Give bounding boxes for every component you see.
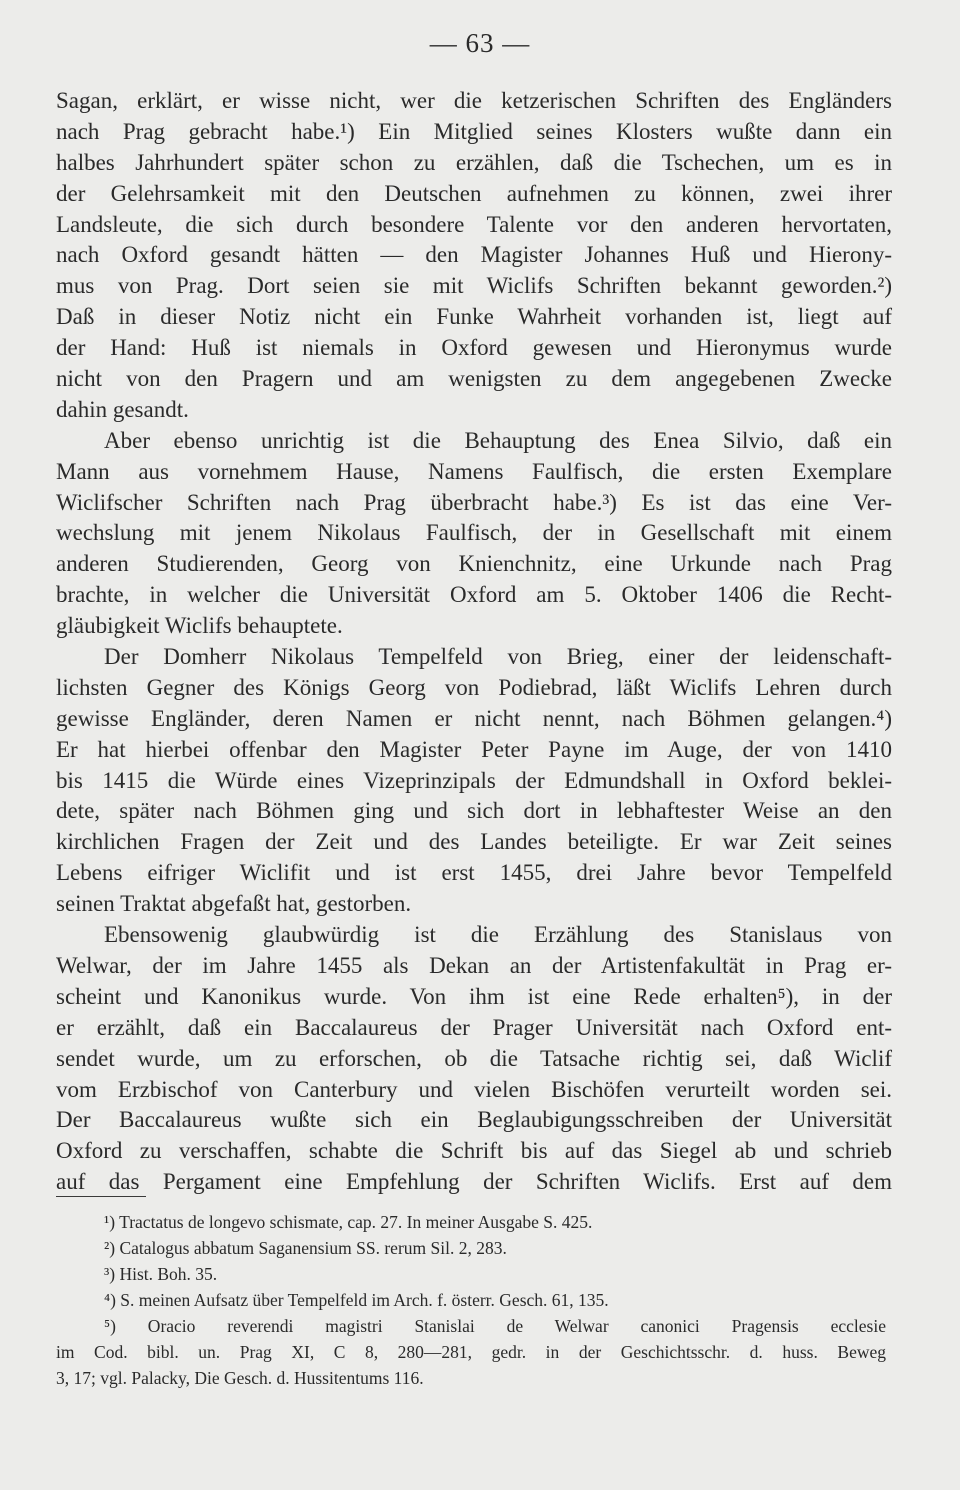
footnote: ³) Hist. Boh. 35. xyxy=(104,1264,218,1284)
footnote: ¹) Tractatus de longevo schismate, cap. 27. In meiner Ausgabe S. 425. xyxy=(104,1212,593,1232)
text-line: Mann aus vornehmem Hause, Namens Faulfisch, die ersten Exemplare xyxy=(56,458,892,484)
footnote: ⁵) Oracio reverendi magistri Stanislai de Welwar canonici Pragensis ecclesie xyxy=(104,1316,886,1336)
text-line: auf das Pergament eine Empfehlung der Schriften Wiclifs. Erst auf dem xyxy=(56,1169,892,1195)
footnote: ²) Catalogus abbatum Saganensium SS. rerum Sil. 2, 283. xyxy=(104,1238,507,1258)
footnote-continuation: 3, 17; vgl. Palacky, Die Gesch. d. Hussitentums 116. xyxy=(56,1368,424,1388)
text-line: scheint und Kanonikus wurde. Von ihm ist eine Rede erhalten⁵), in der xyxy=(56,983,892,1009)
footnote-continuation: im Cod. bibl. un. Prag XI, C 8, 280—281, gedr. in der Geschichtsschr. d. huss. Beweg xyxy=(56,1342,886,1362)
text-line: Oxford zu verschaffen, schabte die Schrift bis auf das Siegel ab und schrieb xyxy=(56,1138,892,1164)
text-line: er erzählt, daß ein Baccalaureus der Prager Universität nach Oxford ent- xyxy=(56,1014,892,1040)
text-line: dahin gesandt. xyxy=(56,396,189,422)
paragraph-start: Aber ebenso unrichtig ist die Behauptung des Enea Silvio, daß ein xyxy=(104,427,892,453)
text-line: lichsten Gegner des Königs Georg von Podiebrad, läßt Wiclifs Lehren durch xyxy=(56,674,892,700)
text-line: Welwar, der im Jahre 1455 als Dekan an der Artistenfakultät in Prag er- xyxy=(56,952,892,978)
text-line: der Gelehrsamkeit mit den Deutschen aufnehmen zu können, zwei ihrer xyxy=(56,180,892,206)
text-line: Er hat hierbei offenbar den Magister Peter Payne im Auge, der von 1410 xyxy=(56,736,892,762)
text-line: Wiclifscher Schriften nach Prag überbracht habe.³) Es ist das eine Ver- xyxy=(56,489,892,515)
text-line: Der Baccalaureus wußte sich ein Beglaubigungsschreiben der Universität xyxy=(56,1107,892,1133)
text-line: anderen Studierenden, Georg von Knienchnitz, eine Urkunde nach Prag xyxy=(56,551,892,577)
footnotes xyxy=(56,1209,886,1391)
footnote: ⁴) S. meinen Aufsatz über Tempelfeld im Arch. f. österr. Gesch. 61, 135. xyxy=(104,1290,609,1310)
text-line: halbes Jahrhundert später schon zu erzählen, daß die Tschechen, um es in xyxy=(56,149,892,175)
text-line: Sagan, erklärt, er wisse nicht, wer die ketzerischen Schriften des Engländers xyxy=(56,88,892,113)
text-line: nicht von den Pragern und am wenigsten zu dem angegebenen Zwecke xyxy=(56,366,892,392)
paragraph-start: Der Domherr Nikolaus Tempelfeld von Brieg, einer der leidenschaft- xyxy=(104,644,892,670)
text-line: nach Oxford gesandt hätten — den Magister Johannes Huß und Hierony- xyxy=(56,242,892,268)
main-text xyxy=(56,86,892,1198)
footnote-separator xyxy=(56,1196,146,1197)
paragraph-start: Ebensowenig glaubwürdig ist die Erzählung des Stanislaus von xyxy=(104,922,892,948)
text-line: Daß in dieser Notiz nicht ein Funke Wahrheit vorhanden ist, liegt auf xyxy=(56,304,892,330)
text-line: sendet wurde, um zu erforschen, ob die Tatsache richtig sei, daß Wiclif xyxy=(56,1045,892,1071)
text-line: der Hand: Huß ist niemals in Oxford gewesen und Hieronymus wurde xyxy=(56,335,892,361)
text-line: seinen Traktat abgefaßt hat, gestorben. xyxy=(56,891,412,917)
text-line: Lebens eifriger Wiclifit und ist erst 1455, drei Jahre bevor Tempelfeld xyxy=(56,860,892,886)
text-line: brachte, in welcher die Universität Oxford am 5. Oktober 1406 die Recht- xyxy=(56,582,892,608)
text-line: vom Erzbischof von Canterbury und vielen Bischöfen verurteilt worden sei. xyxy=(56,1076,892,1102)
text-line: bis 1415 die Würde eines Vizeprinzipals der Edmundshall in Oxford beklei- xyxy=(56,767,892,793)
text-line: gewisse Engländer, deren Namen er nicht nennt, nach Böhmen gelangen.⁴) xyxy=(56,705,892,731)
text-line: wechslung mit jenem Nikolaus Faulfisch, der in Gesellschaft mit einem xyxy=(56,520,892,546)
text-line: Landsleute, die sich durch besondere Talente vor den anderen hervortaten, xyxy=(56,211,892,237)
page-number: — 63 — xyxy=(429,28,531,58)
text-line: kirchlichen Fragen der Zeit und des Landes beteiligte. Er war Zeit seines xyxy=(56,829,892,855)
text-line: nach Prag gebracht habe.¹) Ein Mitglied seines Klosters wußte dann ein xyxy=(56,118,892,144)
text-line: mus von Prag. Dort seien sie mit Wiclifs Schriften bekannt geworden.²) xyxy=(56,273,892,299)
text-line: dete, später nach Böhmen ging und sich dort in lebhaftester Weise an den xyxy=(56,798,892,824)
text-line: gläubigkeit Wiclifs behauptete. xyxy=(56,613,343,639)
